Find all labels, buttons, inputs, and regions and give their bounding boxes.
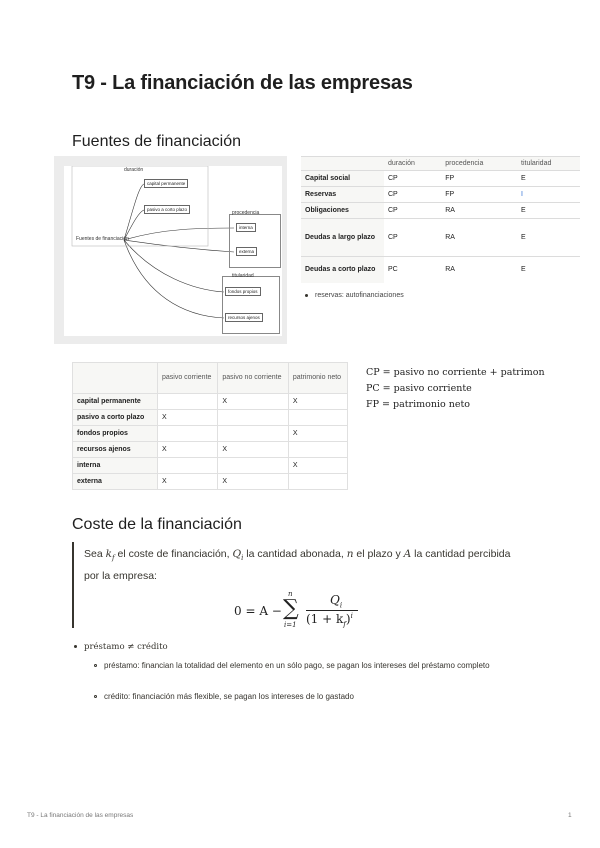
diagram-label-titularidad: titularidad [232,273,254,279]
diagram-box-pasivo-corto: pasivo a corto plazo [144,205,190,214]
table-cell: X [218,442,288,458]
table-cell [218,410,288,426]
table-header-cell: titularidad [517,157,580,171]
table-cell [218,458,288,474]
page-title: T9 - La financiación de las empresas [72,72,413,94]
table-row [301,171,580,187]
row-header: Capital social [301,171,384,187]
table-cell [218,426,288,442]
table-header-row [301,157,580,171]
table-header-cell [301,157,384,171]
diagram-source-node: Fuentes de financiación [76,236,129,242]
table-cell: E [517,219,580,257]
table-header-cell: procedencia [441,157,517,171]
definition-callout [72,542,514,628]
row-header: capital permanente [73,394,158,410]
table-row [73,410,348,426]
formula-denominator: $(1 + k_f)^i$ [306,612,353,629]
row-header: Obligaciones [301,203,384,219]
table-header-row [73,363,348,394]
sigma-icon: ∑ [283,596,299,621]
table-cell [158,394,218,410]
table-cell: RA [441,203,517,219]
circle-bullet-icon [94,695,97,698]
table-cell: X [288,426,347,442]
table-header-cell [73,363,158,394]
table-cell: X [158,442,218,458]
row-header: Deudas a largo plazo [301,219,384,257]
fraction-bar [306,610,358,611]
diagram-box-interna: interna [236,223,256,232]
table-row [301,187,580,203]
table-cell: I [517,187,580,203]
row-header: pasivo a corto plazo [73,410,158,426]
diagram-group-titularidad [222,276,280,334]
formula-numerator: $Q_i$ [330,593,343,610]
bullet-reservas [305,292,404,299]
footer-title: T9 - La financiación de las empresas [27,812,134,819]
table-cell [288,474,347,490]
equations-block [366,365,592,413]
financing-sources-table [301,156,580,283]
table-cell: X [158,410,218,426]
table-cell: X [218,474,288,490]
table-cell [288,410,347,426]
table-cell: X [288,458,347,474]
table-cell: RA [441,257,517,283]
table-header-cell: pasivo no corriente [218,363,288,394]
table-cell: X [218,394,288,410]
bullet-text: reservas: autofinanciaciones [315,292,404,299]
table-cell: CP [384,219,441,257]
equation-cp: CP = pasivo no corriente + patrimon [366,367,545,378]
financing-diagram [54,156,287,344]
diagram-box-externa: externa [236,247,257,256]
table-cell: E [517,171,580,187]
diagram-box-capital-permanente: capital permanente [144,179,188,188]
row-header: recursos ajenos [73,442,158,458]
table-cell [158,458,218,474]
table-header-cell: patrimonio neto [288,363,347,394]
table-row [73,458,348,474]
table-cell: PC [384,257,441,283]
row-header: fondos propios [73,426,158,442]
formula-sum-bottom: i=1 [284,621,297,629]
section-heading-coste: Coste de la financiación [72,516,242,533]
table-cell [288,442,347,458]
diagram-label-duracion: duración [124,167,144,173]
bullet-icon [305,294,308,297]
table-cell: CP [384,203,441,219]
table-row [73,426,348,442]
table-cell: FP [441,187,517,203]
table-cell: CP [384,187,441,203]
definition-text: Sea $k_f$ el coste de financiación, $Q_i$ la cantidad abonada, n el plazo y A la cantidad percibida por la empresa: [84,548,511,583]
table-row [301,257,580,283]
list-subitem: préstamo: financian la totalidad del elemento en un sólo pago, se pagan los intereses del préstamo completo [94,660,534,672]
table-row [301,203,580,219]
table-row [73,442,348,458]
table-cell [158,426,218,442]
table-cell: E [517,203,580,219]
section-heading-fuentes: Fuentes de financiación [72,133,241,150]
table-cell: RA [441,219,517,257]
equation-pc: PC = pasivo corriente [366,383,472,394]
list-subitem: crédito: financiación más flexible, se pagan los intereses de lo gastado [94,691,534,703]
table-cell: E [517,257,580,283]
formula-lhs: 0 = A − [234,604,282,618]
diagram-box-fondos-propios: fondos propios [225,287,261,296]
row-header: interna [73,458,158,474]
table-header-cell: duración [384,157,441,171]
page-number: 1 [568,812,572,819]
row-header: Deudas a corto plazo [301,257,384,283]
row-header: externa [73,474,158,490]
bullet-icon [74,645,77,648]
table-row [301,219,580,257]
formula-sum-top: n [288,590,293,598]
table-cell: FP [441,171,517,187]
equation-fp: FP = patrimonio neto [366,399,471,410]
table-cell: CP [384,171,441,187]
table-row [73,474,348,490]
classification-table [72,362,348,490]
diagram-label-procedencia: procedencia [232,210,260,216]
table-cell: X [288,394,347,410]
table-row [73,394,348,410]
diagram-box-recursos-ajenos: recursos ajenos [225,313,263,322]
table-header-cell: pasivo corriente [158,363,218,394]
table-cell: X [158,474,218,490]
circle-bullet-icon [94,664,97,667]
list-item: préstamo ≠ crédito [74,642,168,652]
row-header: Reservas [301,187,384,203]
